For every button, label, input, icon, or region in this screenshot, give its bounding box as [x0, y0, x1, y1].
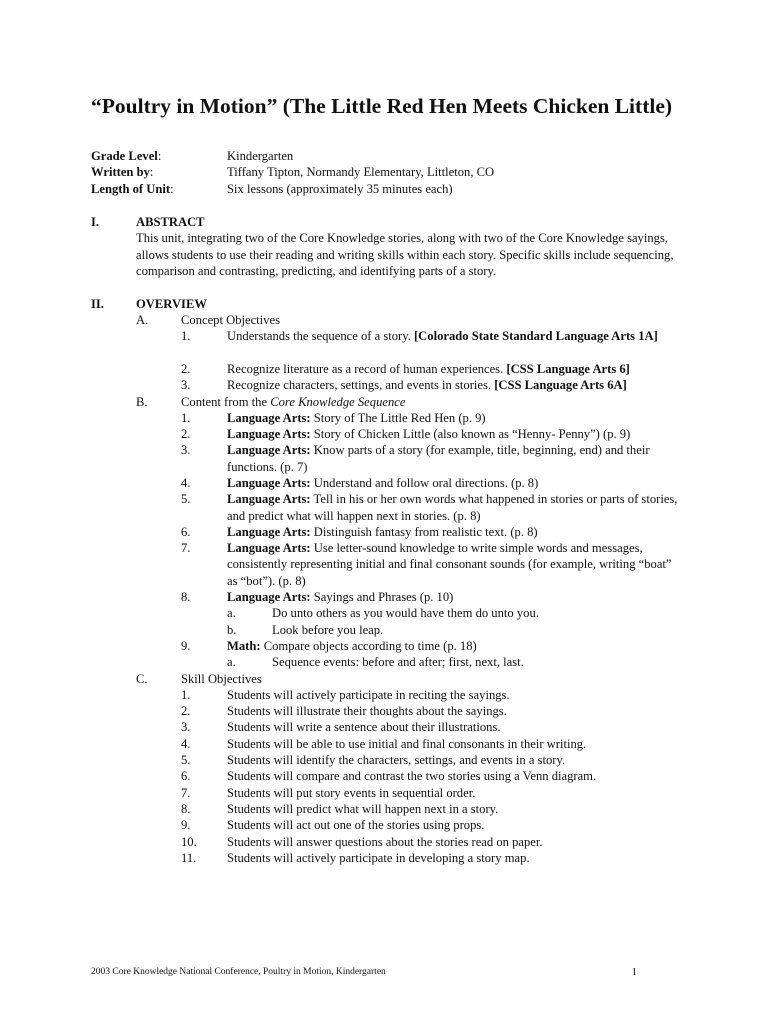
list-item	[91, 736, 770, 752]
item-text: Know parts of a story (for example, title, beginning, end) and their functions. (p. 7)	[227, 443, 650, 474]
item-number: 2.	[181, 704, 191, 719]
subject-label: Language Arts:	[227, 476, 311, 490]
subject-label: Language Arts:	[227, 524, 311, 539]
item-number: 11.	[181, 850, 197, 865]
meta-written-by	[91, 164, 651, 180]
item-number: 3.	[181, 720, 191, 735]
item-text: Students will actively participate in developing a story map.	[227, 850, 530, 865]
item-number: 8.	[181, 590, 191, 605]
item-text: Understand and follow oral directions. (p. 8)	[310, 476, 539, 490]
subsection-content-sequence	[91, 394, 770, 410]
section-heading: OVERVIEW	[136, 297, 207, 311]
section-heading: ABSTRACT	[136, 215, 205, 229]
subject-label: Language Arts:	[227, 492, 311, 507]
item-text: Students will actively participate in reciting the sayings.	[227, 687, 510, 702]
meta-value: Kindergarten	[227, 149, 294, 163]
list-item	[91, 426, 770, 442]
item-text: Tell in his or her own words what happened in stories or parts of stories, and predict what will happen next in stories. (p. 8)	[227, 492, 678, 523]
subject-label: Math:	[227, 639, 261, 653]
item-text: Sayings and Phrases (p. 10)	[310, 590, 454, 605]
subject-label: Language Arts:	[227, 443, 311, 458]
item-text: Students will compare and contrast the two stories using a Venn diagram.	[227, 769, 597, 784]
item-text: Students will be able to use initial and final consonants in their writing.	[227, 736, 587, 751]
list-item	[91, 524, 770, 540]
meta-colon: :	[149, 165, 154, 180]
meta-value: Six lessons (approximately 35 minutes each)	[227, 181, 453, 196]
meta-colon: :	[170, 181, 174, 196]
subsection-title: Skill Objectives	[181, 671, 262, 686]
meta-value: Tiffany Tipton, Normandy Elementary, Littleton, CO	[227, 165, 495, 180]
subsection-skill-objectives	[91, 671, 770, 687]
item-number: 5.	[181, 492, 191, 507]
list-item	[91, 377, 770, 393]
sub-list-item	[91, 605, 770, 621]
list-item	[91, 703, 770, 719]
page-footer	[91, 966, 637, 978]
item-number: 3.	[181, 378, 191, 393]
unit-metadata	[91, 148, 651, 197]
subsection-label: C.	[136, 671, 148, 686]
subsection-title: Content from the	[181, 394, 271, 409]
list-item	[91, 801, 770, 817]
item-number: 9.	[181, 818, 191, 833]
sub-list-item	[91, 654, 770, 670]
sub-item-text: Do unto others as you would have them do unto you.	[272, 606, 539, 621]
item-number: 8.	[181, 801, 191, 816]
item-number: 6.	[181, 524, 191, 539]
item-number: 10.	[181, 834, 197, 849]
list-item	[91, 328, 770, 361]
sub-item-text: Sequence events: before and after; first, next, last.	[272, 655, 524, 670]
item-text: Use letter-sound knowledge to write simple words and messages, consistently representing initial and final consonant sounds (for example, writing “boat” as “bot”). (p. 8)	[227, 541, 672, 588]
list-item	[91, 834, 770, 850]
list-item	[91, 361, 770, 377]
page-number: 1	[631, 966, 637, 978]
subject-label: Language Arts:	[227, 590, 311, 605]
subsection-label: A.	[136, 313, 149, 327]
item-text: Recognize characters, settings, and events in stories.	[227, 378, 495, 393]
list-item	[91, 785, 770, 801]
meta-label: Written by	[91, 165, 150, 180]
list-item	[91, 540, 770, 589]
meta-label: Length of Unit	[91, 181, 171, 196]
item-number: 1.	[181, 410, 191, 425]
item-number: 3.	[181, 443, 191, 458]
item-text: Students will answer questions about the stories read on paper.	[227, 834, 543, 849]
overview-outline	[91, 312, 691, 882]
subsection-title: Concept Objectives	[181, 313, 280, 327]
meta-grade-level	[91, 148, 651, 164]
item-text: Understands the sequence of a story.	[227, 329, 414, 344]
subsection-label: B.	[136, 394, 148, 409]
page-title: “Poultry in Motion” (The Little Red Hen Meets Chicken Little)	[91, 94, 673, 118]
item-text: Compare objects according to time (p. 18)	[260, 639, 477, 653]
item-number: 4.	[181, 736, 191, 751]
sub-item-text: Look before you leap.	[272, 622, 384, 637]
list-item	[91, 475, 770, 491]
subject-label: Language Arts:	[227, 410, 311, 425]
list-item	[91, 719, 770, 735]
item-text: Students will predict what will happen next in a story.	[227, 801, 499, 816]
item-text: Students will illustrate their thoughts about the sayings.	[227, 704, 507, 719]
item-text: Students will act out one of the stories using props.	[227, 818, 485, 833]
sub-item-letter: a.	[227, 606, 236, 621]
standard-reference: [Colorado State Standard Language Arts 1A]	[413, 329, 658, 344]
list-item	[91, 638, 770, 654]
item-number: 7.	[181, 785, 191, 800]
standard-reference: [CSS Language Arts 6A]	[494, 378, 627, 393]
item-number: 7.	[181, 541, 191, 556]
list-item	[91, 768, 770, 784]
sub-list-item	[91, 622, 770, 638]
abstract-paragraph: This unit, integrating two of the Core Knowledge stories, along with two of the Core Knowledge sayings, allows students to use their reading and writing skills within each story. Specific skills include sequencing, comparison and contrasting, predicting, and identifying parts of a story.	[136, 231, 674, 278]
list-item	[91, 491, 770, 524]
meta-label: Grade Level	[91, 149, 158, 163]
subsection-concept-objectives	[91, 312, 770, 328]
list-item	[91, 442, 770, 475]
item-number: 1.	[181, 687, 191, 702]
list-item	[91, 589, 770, 605]
item-number: 2.	[181, 361, 191, 376]
item-text: Story of The Little Red Hen (p. 9)	[310, 410, 486, 425]
section-number: I.	[91, 215, 100, 229]
item-number: 9.	[181, 639, 191, 653]
item-text: Students will identify the characters, settings, and events in a story.	[227, 753, 566, 768]
item-text: Distinguish fantasy from realistic text. (p. 8)	[310, 524, 538, 539]
meta-length-of-unit	[91, 181, 651, 197]
list-item	[91, 817, 770, 833]
item-number: 1.	[181, 329, 191, 344]
sequence-title-italic: Core Knowledge Sequence	[270, 394, 406, 409]
item-number: 5.	[181, 753, 191, 768]
subject-label: Language Arts:	[227, 427, 311, 442]
item-number: 6.	[181, 769, 191, 784]
item-text: Story of Chicken Little (also known as “Henny- Penny”) (p. 9)	[310, 427, 631, 442]
subject-label: Language Arts:	[227, 541, 311, 556]
standard-reference: [CSS Language Arts 6]	[506, 361, 630, 376]
list-item	[91, 687, 770, 703]
item-number: 2.	[181, 427, 191, 442]
item-text: Students will write a sentence about their illustrations.	[227, 720, 501, 735]
item-number: 4.	[181, 476, 191, 490]
sub-item-letter: a.	[227, 655, 236, 670]
item-text: Students will put story events in sequential order.	[227, 785, 476, 800]
list-item	[91, 850, 770, 866]
item-text: Recognize literature as a record of human experiences.	[227, 361, 507, 376]
list-item	[91, 410, 770, 426]
meta-colon: :	[157, 149, 162, 163]
section-number: II.	[91, 297, 104, 311]
list-item	[91, 752, 770, 768]
sub-item-letter: b.	[227, 622, 237, 637]
footer-text: 2003 Core Knowledge National Conference, Poultry in Motion, Kindergarten	[91, 967, 386, 977]
